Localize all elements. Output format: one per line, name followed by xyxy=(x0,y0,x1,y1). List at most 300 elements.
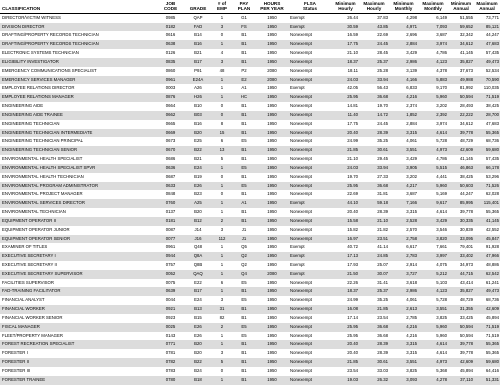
min-hourly-cell: 20.40 xyxy=(332,129,359,138)
pay-plan-cell: B1 xyxy=(232,208,256,217)
emp-count-cell: 6 xyxy=(212,279,232,288)
max-hourly-cell: 33.03 xyxy=(359,367,389,376)
classification-cell: EQUIPMENT OPERATOR SENIOR xyxy=(0,235,157,244)
header-cell: HOURS xyxy=(263,1,281,6)
min-annual-cell: 50,594 xyxy=(448,332,474,341)
hours-per-year-cell: 1950 xyxy=(256,129,288,138)
flsa-status-cell: Exempt xyxy=(288,84,332,93)
table-row xyxy=(0,23,500,32)
max-monthly-cell: 6,149 xyxy=(418,13,448,22)
hours-per-year-cell: 1950 xyxy=(256,111,288,120)
classification-cell: ENGINEERING AIDE TRAINEE xyxy=(0,111,157,120)
table-row xyxy=(0,226,500,235)
header-cell: Status xyxy=(288,6,332,13)
job-code-cell: 0665 xyxy=(157,120,184,129)
max-annual-cell: 59,680 xyxy=(474,358,500,367)
job-code-cell: 0052 xyxy=(157,270,184,279)
header-cell: Annual xyxy=(448,6,474,13)
emp-count-cell: 1 xyxy=(212,199,232,208)
pay-plan-cell: B1 xyxy=(232,314,256,323)
max-monthly-cell: 5,103 xyxy=(418,279,448,288)
emp-count-cell: 1 xyxy=(212,243,232,252)
job-code-cell: 0077 xyxy=(157,235,184,244)
grade-cell: B21 xyxy=(184,155,212,164)
pay-plan-cell: B1 xyxy=(232,111,256,120)
job-code-cell: 0003 xyxy=(157,84,184,93)
min-annual-cell: 81,992 xyxy=(448,84,474,93)
classification-cell: FORESTER TRAINEE xyxy=(0,376,157,385)
hours-per-year-cell: 1950 xyxy=(256,217,288,226)
grade-cell: QAP xyxy=(184,13,212,22)
header-cell: Annual xyxy=(474,6,500,13)
pay-plan-cell: B1 xyxy=(232,190,256,199)
flsa-status-cell: Nonexempt xyxy=(288,173,332,182)
min-hourly-cell: 19.03 xyxy=(332,376,359,385)
flsa-status-cell: Nonexempt xyxy=(288,49,332,58)
max-hourly-cell: 29.45 xyxy=(359,155,389,164)
grade-cell: H26 xyxy=(184,93,212,102)
header-cell: Monthly xyxy=(418,6,448,13)
table-row xyxy=(0,235,500,244)
job-code-cell: 0876 xyxy=(157,93,184,102)
job-code-cell: 0616 xyxy=(157,31,184,40)
max-monthly-cell: 4,614 xyxy=(418,129,448,138)
max-monthly-cell: 4,786 xyxy=(418,49,448,58)
job-code-cell: 0760 xyxy=(157,199,184,208)
max-monthly-cell: 4,786 xyxy=(418,155,448,164)
max-monthly-cell: 9,170 xyxy=(418,84,448,93)
grade-cell: A25 xyxy=(184,199,212,208)
emp-count-cell: 1 xyxy=(212,84,232,93)
min-hourly-cell: 17.75 xyxy=(332,40,359,49)
min-hourly-cell: 21.85 xyxy=(332,146,359,155)
flsa-status-cell: Nonexempt xyxy=(288,358,332,367)
max-hourly-cell: 25.37 xyxy=(359,58,389,67)
max-monthly-cell: 3,820 xyxy=(418,235,448,244)
job-code-cell: 0636 xyxy=(157,164,184,173)
job-code-cell: 0143 xyxy=(157,332,184,341)
flsa-status-cell: Exempt xyxy=(288,261,332,270)
max-hourly-cell: 24.45 xyxy=(359,40,389,49)
emp-count-cell: 1 xyxy=(212,270,232,279)
grade-cell: B20 xyxy=(184,208,212,217)
classification-cell: ENVIRONMENTAL PROGRAM ADMINISTRATOR xyxy=(0,182,157,191)
min-hourly-cell: 42.05 xyxy=(332,84,359,93)
max-monthly-cell: 4,378 xyxy=(418,67,448,76)
flsa-status-cell: Nonexempt xyxy=(288,40,332,49)
max-hourly-cell: 23.54 xyxy=(359,314,389,323)
max-annual-cell: 55,365 xyxy=(474,129,500,138)
emp-count-cell: 5 xyxy=(212,155,232,164)
max-monthly-cell: 5,960 xyxy=(418,323,448,332)
hours-per-year-cell: 1950 xyxy=(256,235,288,244)
max-hourly-cell: 22.69 xyxy=(359,31,389,40)
hours-per-year-cell: 1950 xyxy=(256,49,288,58)
min-hourly-cell: 19.70 xyxy=(332,173,359,182)
flsa-status-cell: Exempt xyxy=(288,13,332,22)
flsa-status-cell: Exempt xyxy=(288,199,332,208)
table-row xyxy=(0,261,500,270)
max-hourly-cell: 28.39 xyxy=(359,208,389,217)
min-monthly-cell: 3,315 xyxy=(389,349,418,358)
emp-count-cell: 1 xyxy=(212,13,232,22)
min-monthly-cell: 3,687 xyxy=(389,190,418,199)
max-hourly-cell: 37.83 xyxy=(359,13,389,22)
max-annual-cell: 28,700 xyxy=(474,111,500,120)
grade-cell: B15 xyxy=(184,314,212,323)
max-hourly-cell: 30.61 xyxy=(359,358,389,367)
max-monthly-cell: 4,441 xyxy=(418,173,448,182)
job-code-cell: 0686 xyxy=(157,155,184,164)
emp-count-cell: 1 xyxy=(212,164,232,173)
flsa-status-cell: Nonexempt xyxy=(288,146,332,155)
max-annual-cell: 47,966 xyxy=(474,252,500,261)
grade-cell: B20 xyxy=(184,129,212,138)
min-monthly-cell: 3,315 xyxy=(389,129,418,138)
classification-cell: ENVIRONMENTAL SERVICES DIRECTOR xyxy=(0,199,157,208)
hours-per-year-cell: 1950 xyxy=(256,31,288,40)
max-monthly-cell: 4,973 xyxy=(418,146,448,155)
table-row xyxy=(0,323,500,332)
pay-plan-cell: Q4 xyxy=(232,270,256,279)
max-annual-cell: 71,519 xyxy=(474,323,500,332)
classification-cell: DRAFTING/PROPERTY RECORDS TECHNICIAN xyxy=(0,40,157,49)
table-row xyxy=(0,349,500,358)
min-hourly-cell: 20.40 xyxy=(332,208,359,217)
max-annual-cell: 62,028 xyxy=(474,190,500,199)
flsa-status-cell: Nonexempt xyxy=(288,332,332,341)
min-monthly-cell: 4,061 xyxy=(389,296,418,305)
max-annual-cell: 61,241 xyxy=(474,279,500,288)
max-annual-cell: 66,178 xyxy=(474,164,500,173)
max-annual-cell: 71,526 xyxy=(474,182,500,191)
min-monthly-cell: 2,570 xyxy=(389,226,418,235)
pay-plan-cell: G1 xyxy=(232,13,256,22)
min-monthly-cell: 3,315 xyxy=(389,208,418,217)
classification-cell: ENVIRONMENTAL HEALTH SPECIALIST xyxy=(0,155,157,164)
table-body xyxy=(0,13,500,384)
classification-cell: FORESTER II xyxy=(0,358,157,367)
max-monthly-cell: 5,728 xyxy=(418,137,448,146)
table-row xyxy=(0,13,500,22)
header-cell: Hourly xyxy=(332,6,359,13)
table-row xyxy=(0,190,500,199)
max-monthly-cell: 5,728 xyxy=(418,296,448,305)
min-hourly-cell: 22.69 xyxy=(332,190,359,199)
max-annual-cell: 85,121 xyxy=(474,23,500,32)
job-code-cell: 0025 xyxy=(157,323,184,332)
grade-cell: Q8B xyxy=(184,261,212,270)
min-hourly-cell: 40.72 xyxy=(332,243,359,252)
flsa-status-cell: Nonexempt xyxy=(288,102,332,111)
header-cell: Minimum xyxy=(335,1,356,6)
min-monthly-cell: 2,613 xyxy=(389,305,418,314)
header-cell: # of xyxy=(217,1,227,6)
min-annual-cell: 34,973 xyxy=(448,261,474,270)
max-hourly-cell: 36.68 xyxy=(359,323,389,332)
flsa-status-cell: Nonexempt xyxy=(288,120,332,129)
max-annual-cell: 49,473 xyxy=(474,58,500,67)
grade-cell: B12 xyxy=(184,217,212,226)
max-hourly-cell: 21.85 xyxy=(359,305,389,314)
emp-count-cell: 1 xyxy=(212,93,232,102)
pay-plan-cell: B1 xyxy=(232,31,256,40)
min-hourly-cell: 17.93 xyxy=(332,261,359,270)
hours-per-year-cell: 1950 xyxy=(256,332,288,341)
min-monthly-cell: 2,884 xyxy=(389,120,418,129)
min-annual-cell: 48,729 xyxy=(448,137,474,146)
grade-cell: B20 xyxy=(184,349,212,358)
max-hourly-cell: 36.68 xyxy=(359,332,389,341)
emp-count-cell: 1 xyxy=(212,332,232,341)
table-row xyxy=(0,182,500,191)
emp-count-cell: 112 xyxy=(212,235,232,244)
hours-per-year-cell: 1950 xyxy=(256,261,288,270)
min-monthly-cell: 3,093 xyxy=(389,376,418,385)
hours-per-year-cell: 1950 xyxy=(256,208,288,217)
pay-plan-cell: B1 xyxy=(232,58,256,67)
max-hourly-cell: 21.82 xyxy=(359,226,389,235)
classification-cell: FISCAL MANAGER xyxy=(0,323,157,332)
max-hourly-cell: 31.41 xyxy=(359,279,389,288)
flsa-status-cell: Nonexempt xyxy=(288,76,332,85)
min-hourly-cell: 21.85 xyxy=(332,358,359,367)
table-row xyxy=(0,120,500,129)
job-code-cell: 0921 xyxy=(157,305,184,314)
hours-per-year-cell: 1950 xyxy=(256,102,288,111)
header-cell: Maximum xyxy=(363,1,385,6)
max-annual-cell: 55,365 xyxy=(474,349,500,358)
grade-cell: B17 xyxy=(184,287,212,296)
pay-plan-cell: B1 xyxy=(232,340,256,349)
grade-cell: QAQ xyxy=(184,270,212,279)
pay-plan-cell: B1 xyxy=(232,349,256,358)
min-annual-cell: 44,715 xyxy=(448,270,474,279)
job-code-cell: 0633 xyxy=(157,182,184,191)
max-hourly-cell: 33.94 xyxy=(359,76,389,85)
grade-cell: A26 xyxy=(184,84,212,93)
min-hourly-cell: 16.97 xyxy=(332,235,359,244)
min-hourly-cell: 21.10 xyxy=(332,49,359,58)
job-code-cell: 0782 xyxy=(157,358,184,367)
classification-cell: ENVIRONMENTAL TECHNICIAN xyxy=(0,208,157,217)
pay-plan-cell: A1 xyxy=(232,84,256,93)
hours-per-year-cell: 1950 xyxy=(256,340,288,349)
classification-cell: ELECTRONIC SYSTEMS TECHNICIAN xyxy=(0,49,157,58)
min-annual-cell: 30,335 xyxy=(448,217,474,226)
min-annual-cell: 37,673 xyxy=(448,67,474,76)
emp-count-cell: 5 xyxy=(212,358,232,367)
grade-cell: B16 xyxy=(184,120,212,129)
classification-cell: EMPLOYEE RELATIONS DIRECTOR xyxy=(0,84,157,93)
classification-cell: FOREST RECREATION SPECIALIST xyxy=(0,340,157,349)
pay-plan-cell: B1 xyxy=(232,173,256,182)
max-hourly-cell: 30.07 xyxy=(359,270,389,279)
min-annual-cell: 39,778 xyxy=(448,129,474,138)
max-hourly-cell: 28.39 xyxy=(359,349,389,358)
flsa-status-cell: Nonexempt xyxy=(288,279,332,288)
max-hourly-cell: 43.85 xyxy=(359,23,389,32)
hours-per-year-cell: 1950 xyxy=(256,287,288,296)
classification-cell: EMERGENCY COMMUNICATIONS SPECIALIST xyxy=(0,67,157,76)
header-cell: PER YEAR xyxy=(256,6,288,13)
classification-cell: EXAMINER OF TITLES xyxy=(0,243,157,252)
classification-cell: ENVIRONMENTAL HEALTH SPECIALIST SPVR xyxy=(0,164,157,173)
hours-per-year-cell: 1950 xyxy=(256,314,288,323)
hours-per-year-cell: 1950 xyxy=(256,93,288,102)
min-hourly-cell: 24.99 xyxy=(332,137,359,146)
min-hourly-cell: 25.95 xyxy=(332,93,359,102)
max-annual-cell: 38,425 xyxy=(474,102,500,111)
min-annual-cell: 42,609 xyxy=(448,146,474,155)
min-hourly-cell: 21.50 xyxy=(332,270,359,279)
emp-count-cell: 3 xyxy=(212,23,232,32)
max-annual-cell: 55,365 xyxy=(474,340,500,349)
max-annual-cell: 47,683 xyxy=(474,120,500,129)
min-monthly-cell: 3,551 xyxy=(389,358,418,367)
classification-cell: ENVIRONMENTAL HEALTH TECHNICIAN xyxy=(0,173,157,182)
min-annual-cell: 45,894 xyxy=(448,367,474,376)
emp-count-cell: 1 xyxy=(212,182,232,191)
max-monthly-cell: 4,123 xyxy=(418,58,448,67)
min-hourly-cell: 24.99 xyxy=(332,296,359,305)
min-hourly-cell: 14.81 xyxy=(332,102,359,111)
min-monthly-cell: 2,914 xyxy=(389,261,418,270)
table-row xyxy=(0,137,500,146)
min-annual-cell: 34,612 xyxy=(448,40,474,49)
header-cell: Minimum xyxy=(450,1,472,6)
classification-cell: FORESTER I xyxy=(0,349,157,358)
min-hourly-cell: 17.13 xyxy=(332,252,359,261)
table-row xyxy=(0,296,500,305)
min-hourly-cell: 15.82 xyxy=(332,226,359,235)
max-monthly-cell: 5,960 xyxy=(418,332,448,341)
emp-count-cell: 0 xyxy=(212,111,232,120)
flsa-status-cell: Nonexempt xyxy=(288,305,332,314)
table-row xyxy=(0,155,500,164)
job-code-cell: 0860 xyxy=(157,67,184,76)
min-hourly-cell: 25.95 xyxy=(332,332,359,341)
grade-cell: B23 xyxy=(184,190,212,199)
emp-count-cell: 0 xyxy=(212,190,232,199)
min-monthly-cell: 1,852 xyxy=(389,111,418,120)
table-row xyxy=(0,217,500,226)
min-annual-cell: 30,839 xyxy=(448,226,474,235)
flsa-status-cell: Nonexempt xyxy=(288,31,332,40)
min-monthly-cell: 3,139 xyxy=(389,67,418,76)
min-monthly-cell: 4,166 xyxy=(389,76,418,85)
max-hourly-cell: 36.68 xyxy=(359,182,389,191)
min-monthly-cell: 4,216 xyxy=(389,323,418,332)
hours-per-year-cell: 1950 xyxy=(256,84,288,93)
emp-count-cell: 1 xyxy=(212,76,232,85)
max-monthly-cell: 3,202 xyxy=(418,102,448,111)
table-row xyxy=(0,332,500,341)
hours-per-year-cell: 2080 xyxy=(256,76,288,85)
max-annual-cell: 55,365 xyxy=(474,208,500,217)
pay-plan-cell: B1 xyxy=(232,217,256,226)
min-annual-cell: 79,401 xyxy=(448,243,474,252)
flsa-status-cell: Nonexempt xyxy=(288,376,332,385)
job-code-cell: 0181 xyxy=(157,217,184,226)
table-row xyxy=(0,93,500,102)
min-annual-cell: 43,414 xyxy=(448,279,474,288)
flsa-status-cell: Exempt xyxy=(288,270,332,279)
max-annual-cell: 49,473 xyxy=(474,287,500,296)
min-monthly-cell: 3,202 xyxy=(389,173,418,182)
hours-per-year-cell: 1950 xyxy=(256,367,288,376)
job-code-cell: 0771 xyxy=(157,340,184,349)
emp-count-cell: 1 xyxy=(212,208,232,217)
max-monthly-cell: 5,169 xyxy=(418,190,448,199)
max-annual-cell: 115,401 xyxy=(474,199,500,208)
job-code-cell: 0757 xyxy=(157,261,184,270)
max-monthly-cell: 4,614 xyxy=(418,349,448,358)
hours-per-year-cell: 2080 xyxy=(256,270,288,279)
max-monthly-cell: 4,614 xyxy=(418,340,448,349)
emp-count-cell: 2 xyxy=(212,217,232,226)
min-hourly-cell: 17.75 xyxy=(332,120,359,129)
max-monthly-cell: 4,973 xyxy=(418,358,448,367)
table-row xyxy=(0,305,500,314)
min-annual-cell: 39,778 xyxy=(448,208,474,217)
min-hourly-cell: 44.10 xyxy=(332,199,359,208)
table-row xyxy=(0,252,500,261)
min-annual-cell: 50,594 xyxy=(448,323,474,332)
emp-count-cell: 8 xyxy=(212,120,232,129)
max-hourly-cell: 24.45 xyxy=(359,120,389,129)
table-row xyxy=(0,199,500,208)
hours-per-year-cell: 1950 xyxy=(256,376,288,385)
max-annual-cell: 47,683 xyxy=(474,40,500,49)
hours-per-year-cell: 1950 xyxy=(256,279,288,288)
min-monthly-cell: 2,785 xyxy=(389,314,418,323)
min-annual-cell: 38,425 xyxy=(448,173,474,182)
hours-per-year-cell: 1950 xyxy=(256,120,288,129)
max-hourly-cell: 31.81 xyxy=(359,190,389,199)
job-code-cell: 0126 xyxy=(157,49,184,58)
max-annual-cell: 91,928 xyxy=(474,243,500,252)
max-annual-cell: 59,680 xyxy=(474,146,500,155)
emp-count-cell: 1 xyxy=(212,40,232,49)
grade-cell: Q8A xyxy=(184,252,212,261)
max-monthly-cell: 5,883 xyxy=(418,76,448,85)
emp-count-cell: 4 xyxy=(212,49,232,58)
max-hourly-cell: 41.14 xyxy=(359,243,389,252)
max-monthly-cell: 5,960 xyxy=(418,182,448,191)
pay-plan-cell: B1 xyxy=(232,146,256,155)
emp-count-cell: 15 xyxy=(212,129,232,138)
emp-count-cell: 2 xyxy=(212,323,232,332)
min-monthly-cell: 3,618 xyxy=(389,279,418,288)
emp-count-cell: 48 xyxy=(212,67,232,76)
max-hourly-cell: 35.25 xyxy=(359,296,389,305)
hours-per-year-cell: 1950 xyxy=(256,323,288,332)
emp-count-cell: 0 xyxy=(212,367,232,376)
classification-cell: EMPLOYEE RELATIONS MANAGER xyxy=(0,93,157,102)
emp-count-cell: 3 xyxy=(212,58,232,67)
min-annual-cell: 34,612 xyxy=(448,120,474,129)
min-hourly-cell: 17.14 xyxy=(332,314,359,323)
header-cell: Monthly xyxy=(389,6,418,13)
job-code-cell: 0664 xyxy=(157,102,184,111)
classification-cell: EMERGENCY SERVICES MANAGER xyxy=(0,76,157,85)
flsa-status-cell: Nonexempt xyxy=(288,314,332,323)
min-annual-cell: 39,778 xyxy=(448,349,474,358)
hours-per-year-cell: 1950 xyxy=(256,182,288,191)
pay-plan-cell: J1 xyxy=(232,235,256,244)
classification-cell: ENGINEERING TECHNICIAN PRINCIPAL xyxy=(0,137,157,146)
